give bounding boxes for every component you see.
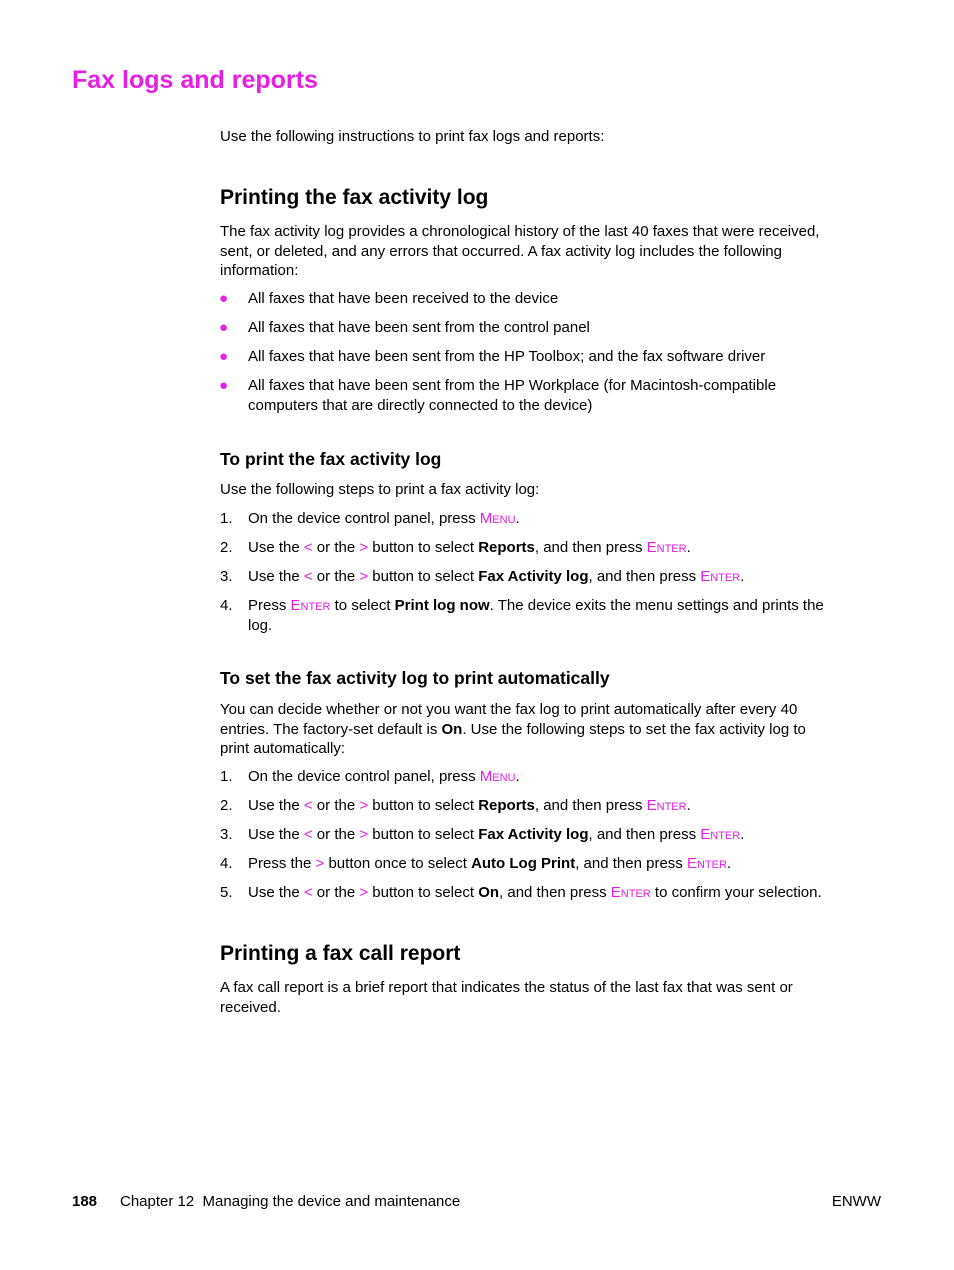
right-arrow-key: > (359, 797, 369, 814)
bullet-icon: ● (219, 319, 229, 336)
step-number: 3. (220, 568, 233, 585)
steps-intro: Use the following steps to print a fax activity log: (220, 481, 540, 498)
left-arrow-key: < (303, 539, 313, 556)
step-number: 2. (220, 539, 233, 556)
step-item: Use the < or the > button to select Reports, and then press Enter. (248, 539, 691, 556)
step-number: 4. (220, 855, 233, 872)
menu-key: Menu (479, 768, 516, 785)
enter-key: Enter (700, 826, 741, 843)
subheading-auto-print: To set the fax activity log to print automatically (220, 668, 610, 688)
enter-key: Enter (610, 884, 651, 901)
bullet-icon: ● (219, 377, 229, 394)
bullet-item: All faxes that have been sent from the HP Toolbox; and the fax software driver (248, 348, 766, 365)
page-title: Fax logs and reports (72, 66, 318, 94)
menu-key: Menu (479, 510, 516, 527)
section-heading-call-report: Printing a fax call report (220, 942, 461, 965)
page-number: 188 (72, 1193, 98, 1210)
bullet-item (248, 376, 873, 415)
step-item: Press Enter to select Print log now. The device exits the menu settings and prints the log. (248, 597, 824, 634)
step-item: Use the < or the > button to select Fax Activity log, and then press Enter. (248, 568, 745, 585)
step-number: 1. (220, 510, 233, 527)
step-number: 5. (220, 884, 233, 901)
left-arrow-key: < (303, 826, 313, 843)
call-report-description: A fax call report is a brief report that indicates the status of the last fax that was sent or received. (220, 979, 793, 1016)
step-number: 4. (220, 597, 233, 614)
enter-key: Enter (290, 597, 331, 614)
bullet-line: computers that are directly connected to the device) (248, 396, 593, 414)
enter-key: Enter (686, 855, 727, 872)
left-arrow-key: < (303, 884, 313, 901)
step-item: On the device control panel, press Menu. (248, 768, 520, 785)
description-line: The fax activity log provides a chronological history of the last 40 faxes that were received, (220, 223, 820, 240)
right-arrow-key: > (359, 568, 369, 585)
bullet-item: All faxes that have been sent from the control panel (248, 319, 590, 336)
subheading-print-activity-log: To print the fax activity log (220, 449, 442, 469)
enter-key: Enter (700, 568, 741, 585)
step-item: On the device control panel, press Menu. (248, 510, 520, 527)
footer-right-label: ENWW (831, 1193, 881, 1210)
left-arrow-key: < (303, 568, 313, 585)
step-item: Use the < or the > button to select On, and then press Enter to confirm your selection. (248, 884, 822, 901)
enter-key: Enter (646, 539, 687, 556)
intro-text: Use the following instructions to print fax logs and reports: (220, 128, 605, 145)
description-line: information: (220, 262, 299, 279)
step-item: Use the < or the > button to select Reports, and then press Enter. (248, 797, 691, 814)
description-line: sent, or deleted, and any errors that occurred. A fax activity log includes the following (220, 242, 782, 260)
step-number: 2. (220, 797, 233, 814)
activity-log-description (220, 222, 870, 281)
step-number: 1. (220, 768, 233, 785)
step-number: 3. (220, 826, 233, 843)
right-arrow-key: > (359, 884, 369, 901)
right-arrow-key: > (359, 539, 369, 556)
bullet-icon: ● (219, 290, 229, 307)
chapter-title: Chapter 12 Managing the device and maintenance (120, 1193, 461, 1210)
section-heading-activity-log: Printing the fax activity log (220, 186, 489, 209)
right-arrow-key: > (359, 826, 369, 843)
right-arrow-key: > (315, 855, 325, 872)
enter-key: Enter (646, 797, 687, 814)
bullet-item: All faxes that have been received to the device (248, 290, 559, 307)
step-item: Use the < or the > button to select Fax Activity log, and then press Enter. (248, 826, 745, 843)
auto-print-description: You can decide whether or not you want the fax log to print automatically after every 40 entries. The factory-set default is On. Use the following steps to set the fax activity log to print automatically: (220, 701, 806, 757)
left-arrow-key: < (303, 797, 313, 814)
bullet-line: All faxes that have been sent from the HP Workplace (for Macintosh-compatible (248, 377, 777, 394)
bullet-icon: ● (219, 348, 229, 365)
step-item: Press the > button once to select Auto Log Print, and then press Enter. (248, 855, 732, 872)
